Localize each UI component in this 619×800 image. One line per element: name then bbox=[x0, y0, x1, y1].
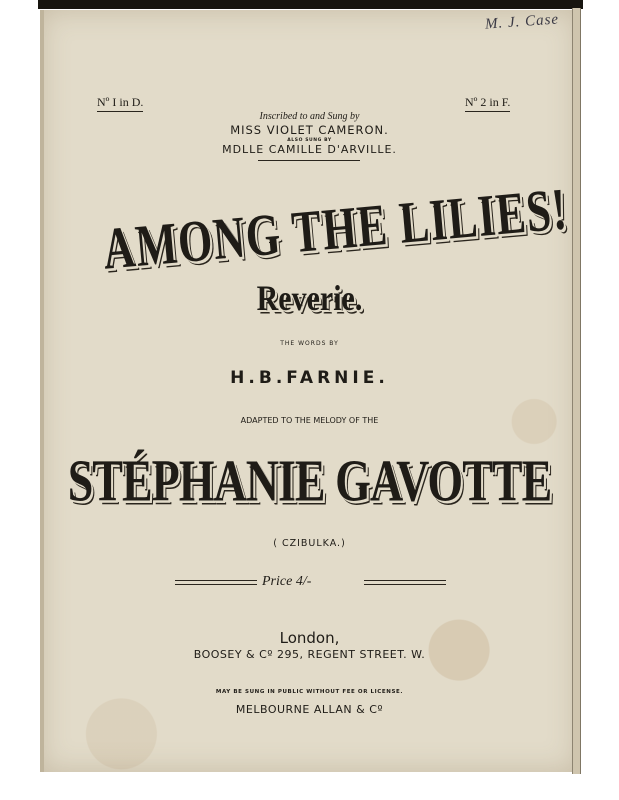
city-london: London, bbox=[279, 629, 340, 647]
price-rule-right bbox=[364, 580, 446, 585]
handwritten-signature: M. J. Case bbox=[484, 11, 560, 33]
words-by-label: THE WORDS BY bbox=[280, 340, 339, 347]
price: Price 4/- bbox=[262, 574, 312, 589]
lyricist-name: H.B.FARNIE. bbox=[230, 368, 389, 388]
adapted-to-melody-label: ADAPTED TO THE MELODY OF THE bbox=[240, 416, 379, 425]
price-rule-left bbox=[175, 580, 257, 585]
publisher-address: BOOSEY & Cº 295, REGENT STREET. W. bbox=[193, 648, 426, 661]
scan-top-border bbox=[38, 0, 583, 9]
inscribed-line: Inscribed to and Sung by bbox=[259, 111, 360, 122]
singer-violet-cameron: MISS VIOLET CAMERON. bbox=[230, 123, 389, 137]
number-in-d: Nº I in D. bbox=[97, 95, 143, 112]
number-in-f: Nº 2 in F. bbox=[465, 95, 510, 112]
also-sung-by: ALSO SUNG BY bbox=[287, 138, 332, 143]
subtitle-reverie: Reverie. bbox=[256, 278, 363, 319]
agent-melbourne-allan: MELBOURNE ALLAN & Cº bbox=[235, 703, 384, 716]
melody-title: STÉPHANIE GAVOTTE bbox=[67, 447, 552, 514]
song-title: AMONG THE LILIES! bbox=[100, 175, 571, 283]
public-performance-note: MAY BE SUNG IN PUBLIC WITHOUT FEE OR LICENSE. bbox=[215, 689, 404, 695]
dedication-rule bbox=[258, 160, 360, 161]
singer-camille-darville: MDLLE CAMILLE D'ARVILLE. bbox=[222, 143, 397, 156]
composer-name: ( CZIBULKA.) bbox=[273, 538, 346, 549]
